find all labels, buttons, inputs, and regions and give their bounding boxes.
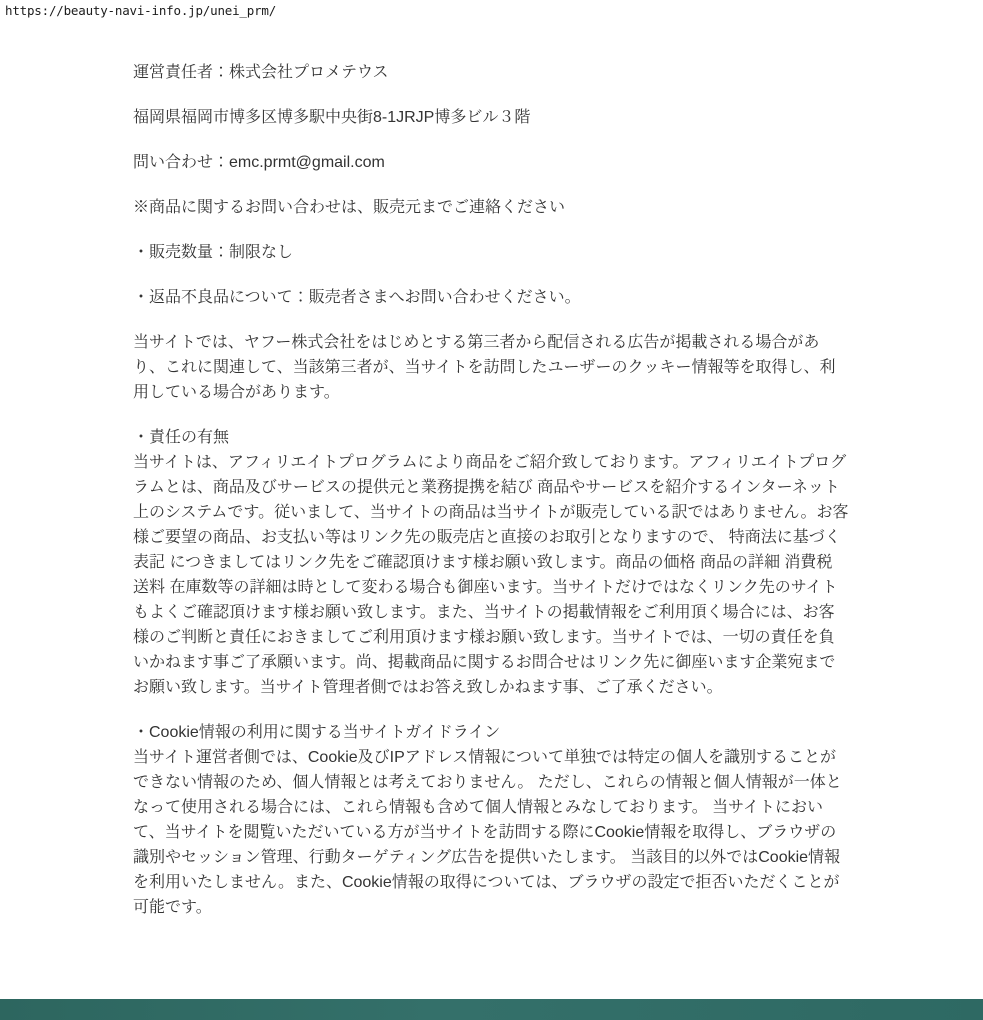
returns-note-line: ・返品不良品について：販売者さまへお問い合わせください。: [133, 289, 581, 306]
cookie-policy-section: [133, 720, 849, 920]
liability-body: 当サイトは、アフィリエイトプログラムにより商品をご紹介致しております。アフィリエイトプログラムとは、商品及びサービスの提供元と業務提携を結び 商品やサービスを紹介するインターネット上のシステムです。従いまして、当サイトの商品は当サイトが販売している訳ではありません。お客様ご要望の商品、お支払い等はリンク先の販売店と直接のお取引となりますので、 特商法に基づく表記 につきましてはリンク先をご確認頂けます様お願い致します。商品の価格 商品の詳細 消費税 送料 在庫数等の詳細は時として変わる場合も御座います。当サイトだけではなくリンク先のサイトもよくご確認頂けます様お願い致します。また、当サイトの掲載情報をご利用頂く場合には、お客様のご判断と責任におきましてご利用頂けます様お願い致します。当サイトでは、一切の責任を負いかねます事ご了承願います。尚、掲載商品に関するお問合せはリンク先に御座います企業宛までお願い致します。当サイト管理者側ではお答え致しかねます事、ご了承ください。: [133, 454, 849, 696]
operator-line: 運営責任者：株式会社プロメテウス: [133, 64, 389, 81]
page-url-header: https://beauty-navi-info.jp/unei_prm/: [5, 3, 277, 18]
liability-section: [133, 425, 849, 700]
liability-heading: ・責任の有無: [133, 429, 230, 446]
contact-line: 問い合わせ：emc.prmt@gmail.com: [133, 154, 385, 171]
third-party-ads-paragraph: 当サイトでは、ヤフー株式会社をはじめとする第三者から配信される広告が掲載される場合があり、これに関連して、当該第三者が、当サイトを訪問したユーザーのクッキー情報等を取得し、利用している場合があります。: [133, 334, 836, 401]
main-content: [133, 40, 849, 940]
address-line: 福岡県福岡市博多区博多駅中央街8-1JRJP博多ビル３階: [133, 109, 531, 126]
cookie-policy-heading: ・Cookie情報の利用に関する当サイトガイドライン: [133, 724, 501, 741]
cookie-policy-body: 当サイト運営者側では、Cookie及びIPアドレス情報について単独では特定の個人を識別することができない情報のため、個人情報とは考えておりません。 ただし、これらの情報と個人情報が一体となって使用される場合には、これら情報も含めて個人情報とみなしております。 当サイトにおいて、当サイトを閲覧いただいている方が当サイトを訪問する際にCookie情報を取得し、ブラウザの識別やセッション管理、行動ターゲティング広告を提供いたします。 当該目的以外ではCookie情報を利用いたしません。また、Cookie情報の取得については、ブラウザの設定で拒否いただくことが可能です。: [133, 749, 842, 916]
sales-quantity-line: ・販売数量：制限なし: [133, 244, 294, 261]
footer-bar: [0, 999, 983, 1020]
product-inquiry-note: ※商品に関するお問い合わせは、販売元までご連絡ください: [133, 199, 566, 216]
